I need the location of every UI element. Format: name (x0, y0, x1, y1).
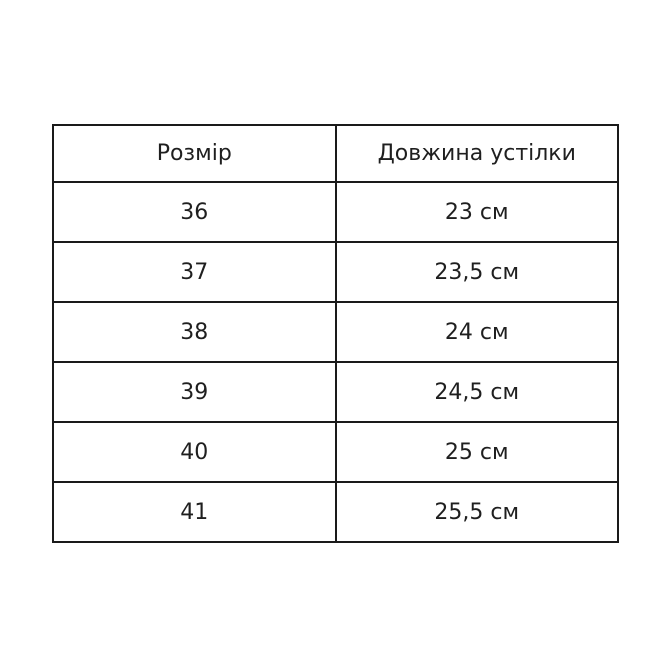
table-row (53, 302, 618, 362)
insole-length-cell: 25 см (336, 422, 619, 482)
size-chart-table (52, 124, 619, 543)
size-cell: 38 (53, 302, 336, 362)
size-cell: 40 (53, 422, 336, 482)
insole-length-cell: 25,5 см (336, 482, 619, 542)
insole-length-cell: 24,5 см (336, 362, 619, 422)
size-cell: 36 (53, 182, 336, 242)
insole-length-cell: 23,5 см (336, 242, 619, 302)
table-row (53, 242, 618, 302)
column-header-insole-length: Довжина устілки (336, 125, 619, 182)
table-row (53, 182, 618, 242)
size-cell: 37 (53, 242, 336, 302)
table-row (53, 422, 618, 482)
insole-length-cell: 23 см (336, 182, 619, 242)
table-header-row (53, 125, 618, 182)
insole-length-cell: 24 см (336, 302, 619, 362)
size-cell: 41 (53, 482, 336, 542)
table-row (53, 362, 618, 422)
size-cell: 39 (53, 362, 336, 422)
column-header-size: Розмір (53, 125, 336, 182)
table-row (53, 482, 618, 542)
